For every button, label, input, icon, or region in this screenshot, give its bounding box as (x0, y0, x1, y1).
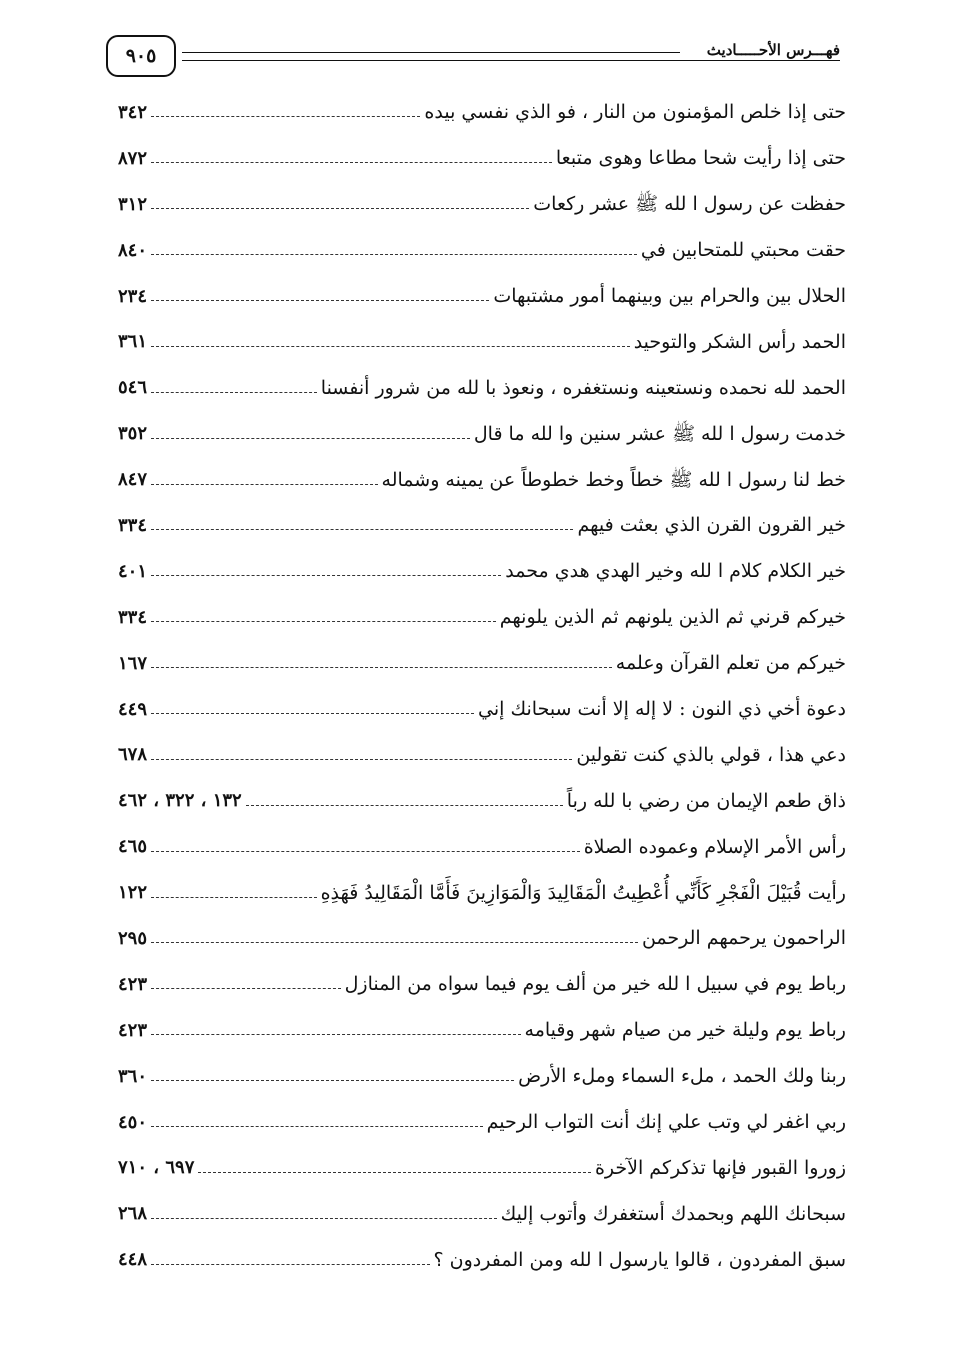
header-title: فهـــرس الأحـــــاديث (706, 41, 840, 59)
index-entry (118, 1237, 846, 1283)
dot-leader (198, 1172, 591, 1173)
index-entry (118, 732, 846, 778)
hadith-text: خيركم من تعلم القرآن وعلمه (615, 652, 846, 675)
index-entry (118, 411, 846, 457)
index-entry (118, 182, 846, 228)
page-reference: ٢٩٥ (118, 927, 148, 949)
hadith-text: ربنا ولك الحمد ، ملء السماء وملء الأرض (518, 1065, 846, 1088)
hadith-text: حتى إذا خلص المؤمنون من النار ، فو الذي نفسي بيده (424, 101, 846, 124)
dot-leader (151, 1034, 521, 1035)
index-entry (118, 687, 846, 733)
dot-leader (151, 346, 630, 347)
index-entry (118, 503, 846, 549)
hadith-text: الراحمون يرحمهم الرحمن (641, 927, 846, 950)
page-reference: ٤٤٩ (118, 698, 148, 720)
page-reference: ٢٣٤ (118, 285, 148, 307)
hadith-text: الحمد رأس الشكر والتوحيد (633, 330, 846, 353)
index-entry (118, 1008, 846, 1054)
hadith-text: حقت محبتي للمتحابين في (640, 239, 846, 262)
dot-leader (151, 897, 317, 898)
page-header (106, 35, 840, 79)
dot-leader (151, 208, 529, 209)
index-entry (118, 870, 846, 916)
index-entry (118, 1054, 846, 1100)
page-reference: ٦٩٧ ، ٧١٠ (118, 1157, 195, 1179)
page-reference: ٤٥٠ (118, 1111, 148, 1133)
page-reference: ٣٦١ (118, 331, 148, 353)
dot-leader (151, 1264, 430, 1265)
index-entry (118, 641, 846, 687)
page-reference: ٤٤٨ (118, 1249, 148, 1271)
hadith-text: حتى إذا رأيت شحا مطاعا وهوى متبعا (555, 147, 846, 170)
dot-leader (246, 805, 563, 806)
dot-leader (151, 1218, 497, 1219)
dot-leader (151, 942, 638, 943)
index-entry (118, 1145, 846, 1191)
hadith-text: رأيت قُبَيْلَ الْفَجْرِ كَأَنِّي أُعْطِيتُ الْمَقَالِيدَ وَالْمَوَازِينَ فَأَمَّا الْمَقَالِيدُ فَهَذِهِ (320, 881, 846, 904)
dot-leader (151, 1080, 514, 1081)
index-entry (118, 916, 846, 962)
hadith-text: زوروا القبور فإنها تذكركم الآخرة (594, 1156, 846, 1179)
page-reference: ١٦٧ (118, 652, 148, 674)
page-reference: ٣٦٠ (118, 1065, 148, 1087)
page-reference: ٥٤٦ (118, 377, 148, 399)
page-reference: ٤٠١ (118, 560, 148, 582)
hadith-text: سبق المفردون ، قالوا يارسول ا لله ومن المفردون ؟ (433, 1248, 846, 1271)
hadith-text: خير القرون القرن الذي بعثت فيهم (577, 514, 846, 537)
dot-leader (151, 621, 496, 622)
index-entry (118, 595, 846, 641)
hadith-text: خير الكلام كلام ا لله وخير الهدي هدي محمد (505, 560, 846, 583)
index-entry (118, 274, 846, 320)
dot-leader (151, 392, 317, 393)
dot-leader (151, 713, 474, 714)
dot-leader (151, 851, 580, 852)
hadith-text: خيركم قرني ثم الذين يلونهم ثم الذين يلونهم (499, 606, 846, 629)
index-entry (118, 1100, 846, 1146)
dot-leader (151, 254, 637, 255)
hadith-text: دعي هذا ، قولي بالذي كنت تقولين (576, 743, 846, 766)
header-rule-bottom (182, 60, 840, 61)
hadith-text: ذاق طعم الإيمان من رضي با لله رباً (566, 789, 846, 812)
page-reference: ٤٢٣ (118, 1019, 148, 1041)
page-reference: ٤٢٣ (118, 973, 148, 995)
page-reference: ٣٥٢ (118, 423, 148, 445)
hadith-text: ربي اغفر لي وتب علي إنك أنت التواب الرحيم (486, 1111, 846, 1134)
dot-leader (151, 988, 341, 989)
index-entry (118, 319, 846, 365)
dot-leader (151, 300, 489, 301)
hadith-text: رباط يوم في سبيل ا لله خير من ألف يوم فيما سواه من المنازل (344, 973, 846, 996)
index-entry (118, 365, 846, 411)
hadith-text: حفظت عن رسول ا لله ﷺ عشر ركعات (533, 193, 846, 216)
hadith-text: الحمد لله نحمده ونستعينه ونستغفره ، ونعوذ با لله من شرور أنفسنا (320, 376, 846, 399)
page-reference: ٨٤٧ (118, 469, 148, 491)
header-rule-top (182, 52, 680, 53)
index-entry (118, 457, 846, 503)
hadith-text: الحلال بين والحرام بين وبينهما أمور مشتبهات (493, 285, 846, 307)
index-entry (118, 228, 846, 274)
dot-leader (151, 116, 420, 117)
page-reference: ٢٦٨ (118, 1203, 148, 1225)
dot-leader (151, 529, 573, 530)
page-reference: ٨٤٠ (118, 239, 148, 261)
index-entry (118, 549, 846, 595)
hadith-text: سبحانك اللهم وبحمدك أستغفرك وأتوب إليك (500, 1202, 846, 1225)
dot-leader (151, 575, 501, 576)
index-entry (118, 1191, 846, 1237)
dot-leader (151, 438, 470, 439)
hadith-text: رباط يوم وليلة خير من صيام شهر وقيامه (524, 1019, 846, 1042)
dot-leader (151, 162, 552, 163)
hadith-index-list (118, 90, 846, 1283)
dot-leader (151, 759, 572, 760)
index-entry (118, 136, 846, 182)
dot-leader (151, 1126, 483, 1127)
page-reference: ٣٣٤ (118, 514, 148, 536)
page-reference: ٣٤٢ (118, 101, 148, 123)
index-entry (118, 90, 846, 136)
page-reference: ٦٧٨ (118, 744, 148, 766)
hadith-text: دعوة أخي ذي النون : لا إله إلا أنت سبحانك إني (478, 698, 846, 721)
index-entry (118, 824, 846, 870)
hadith-text: خدمت رسول ا لله ﷺ عشر سنين وا لله ما قال (473, 422, 846, 445)
dot-leader (151, 484, 378, 485)
dot-leader (151, 667, 612, 668)
page-reference: ٣٣٤ (118, 606, 148, 628)
page-reference: ١٣٢ ، ٣٢٢ ، ٤٦٢ (118, 790, 242, 812)
index-entry (118, 962, 846, 1008)
page-number: ٩٠٥ (125, 45, 157, 67)
hadith-text: رأس الأمر الإسلام وعموده الصلاة (583, 835, 846, 858)
page-number-box (106, 35, 176, 77)
hadith-text: خط لنا رسول ا لله ﷺ خطاً وخط خطوطاً عن يمينه وشماله (381, 468, 846, 491)
page-reference: ٨٧٢ (118, 147, 148, 169)
page-reference: ٤٦٥ (118, 836, 148, 858)
page-reference: ١٢٢ (118, 882, 148, 904)
index-entry (118, 778, 846, 824)
page-reference: ٣١٢ (118, 193, 148, 215)
